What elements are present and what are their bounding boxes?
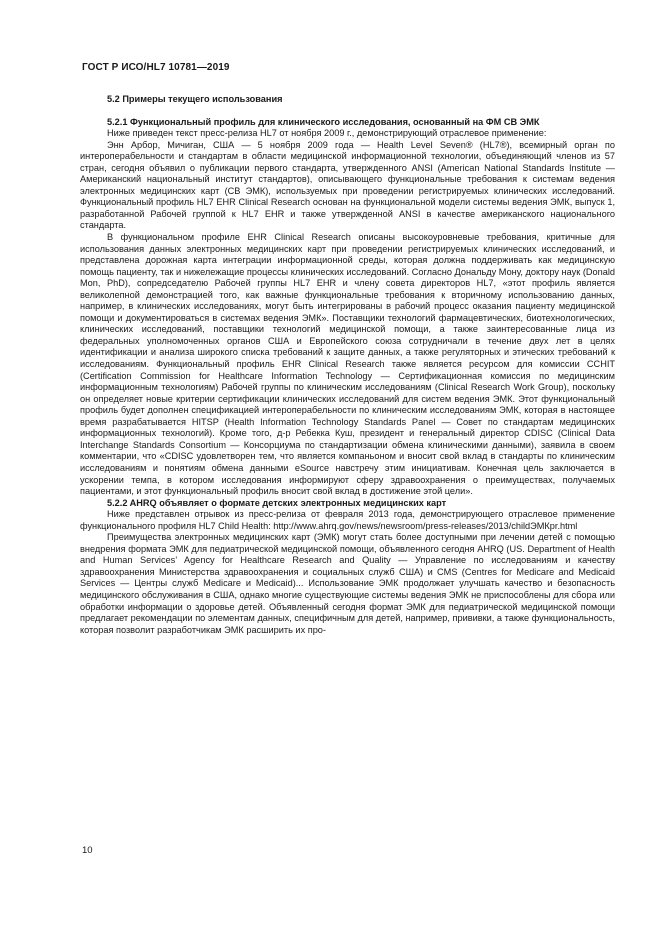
paragraph: Ниже приведен текст пресс-релиза HL7 от ноября 2009 г., демонстрирующий отраслевое применение: — [107, 128, 547, 139]
document-header: ГОСТ Р ИСО/HL7 10781—2019 — [82, 62, 230, 73]
paragraph: Энн Арбор, Мичиган, США — 5 ноября 2009 года — Health Level Seven® (HL7®), всемирный орган по интероперабельности и стандартам в области медицинской информационной технологии, объединяющий членов из 57 стран, сегодня объявил о публикации первого стандарта, утвержденного ANSI (American National Standards Institute — Американский национальный институт стандартов), описывающего функциональные требования к системам ведения электронных медицинских карт (СВ ЭМК), используемых при проведении регистрируемых клинических исследований. Функциональный профиль HL7 EHR Clinical Research основан на функциональной модели системы ведения ЭМК, выпуск 1, разработанной Рабочей группой к HL7 EHR и также утвержденной ANSI в качестве американского национального стандарта. — [80, 139, 615, 231]
subsection-5-2-2-title: 5.2.2 AHRQ объявляет о формате детских электронных медицинских карт — [107, 497, 447, 508]
paragraph: Преимущества электронных медицинских карт (ЭМК) могут стать более доступными при лечении детей с помощью внедрения формата ЭМК для педиатрической медицинской помощи, объявленного сегодня AHRQ (US. Department of Health and Human Services’ Agency for Healthcare Research and Quality — Управление по исследованиям и качеству здравоохранения Министерства здравоохранения и социальных служб США) и CMS (Centres for Medicare and Medicaid Services — Центры служб Medicare и Medicaid)... Использование ЭМК продолжает улучшать качество и безопасность медицинского обслуживания в США, однако многие существующие системы ведения ЭМК не приспособлены для сбора или обработки информации о здоровье детей. Объявленный сегодня формат ЭМК для педиатрической медицинской помощи предлагает рекомендации по элементам данных, специфичным для детей, например, прививки, а также функциональность, которая позволит разработчикам ЭМК расширить их про- — [80, 532, 615, 635]
page-number: 10 — [82, 845, 93, 856]
document-body — [80, 94, 615, 636]
section-title: 5.2 Примеры текущего использования — [107, 94, 283, 104]
subsection-5-2-1-title: 5.2.1 Функциональный профиль для клинического исследования, основанный на ФМ СВ ЭМК — [107, 116, 540, 127]
paragraph: В функциональном профиле EHR Clinical Research описаны высокоуровневые требования, критичные для использования данных электронных медицинских карт при проведении регистрируемых клинических исследований, и представлена дорожная карта интеграции информационной среды, которая должна поддерживать как медицинскую помощь пациенту, так и нижележащие процессы клинических исследований. Согласно Дональду Мону, доктору наук (Donald Mon, PhD), сопредседателю Рабочей группы HL7 EHR и члену совета директоров HL7, «этот профиль является великолепной демонстрацией того, как важные функциональные требования к вторичному использованию данных, например, в клинических исследованиях, могут быть интегрированы в рабочий процесс оказания пациенту медицинской помощи и документироваться в системах ведения ЭМК». Поставщики технологий фармацевтических, биотехнологических, клинических исследований, поставщики технологий медицинской помощи, а также заинтересованные лица из федеральных уполномоченных органов США и Европейского союза сотрудничали в течение двух лет в целях идентификации и анализа широкого списка требований к защите данных, а также регуляторных и этических требований к исследованиям. Функциональный профиль EHR Clinical Research также является ресурсом для комиссии CCHIT (Certification Commission for Healthcare Information Technology — Сертификационная комиссия по медицинским информационным технологиям) Рабочей группы по клиническим исследованиям (Clinical Research Work Group), поскольку он определяет новые критерии сертификации клинических исследований для систем ведения ЭМК. Этот функциональный профиль будет дополнен спецификацией интероперабельности по клиническим исследованиям ЭМК, которая в настоящее время разрабатывается HITSP (Health Information Technology Standards Panel — Совет по стандартам медицинских информационных технологий). Кроме того, д-р Ребекка Куш, президент и генеральный директор CDISC (Clinical Data Interchange Standards Consortium — Консорциума по стандартизации обмена клиническими данными), заявила в своем комментарии, что «CDISC удовлетворен тем, что является компаньоном и вносит свой вклад в стандарты по клиническим исследованиям и понятиям обмена данными eSource навстречу этим инициативам. Конечная цель заключается в ускорении темпа, в котором исследования информируют сферу здравоохранения о преимуществах, получаемых пациентами, и этот функциональный профиль вносит свой вклад в достижение этой цели». — [80, 232, 615, 497]
paragraph: Ниже представлен отрывок из пресс-релиза от февраля 2013 года, демонстрирующего отраслевое применение функционального профиля HL7 Child Health: http://www.ahrq.gov/news/newsroom/press-releases/2013/childЭМКpr.html — [80, 509, 615, 531]
